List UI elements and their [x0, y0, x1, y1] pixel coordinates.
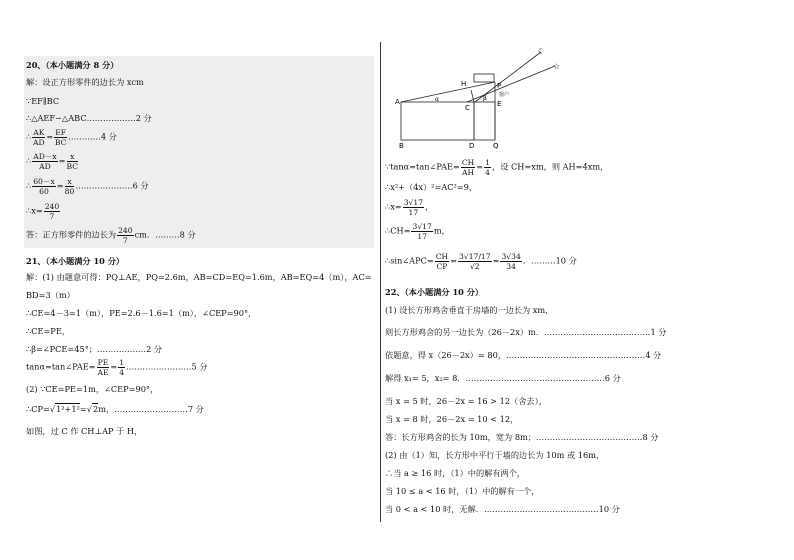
- score-10: ……………………………………10 分: [483, 504, 620, 514]
- label-beta: β: [483, 95, 487, 102]
- comma: ，: [425, 201, 434, 212]
- other-side: 则长方形鸡舍的另一边长为（26－2x）m．: [385, 327, 545, 337]
- label-q: Q: [493, 142, 499, 150]
- x-equals: ∴x=: [385, 201, 402, 212]
- q21-cont-line5: [385, 252, 577, 271]
- column-divider: [380, 42, 381, 522]
- fraction-x-bc: [67, 152, 79, 171]
- denominator: 4: [485, 168, 491, 177]
- equals: =: [110, 361, 118, 372]
- building-right: [474, 102, 495, 140]
- assumption: ，设 CH=xm，则 AH=4xm，: [492, 161, 609, 172]
- score-7: m，………………………7 分: [98, 404, 204, 414]
- q20-line3: [26, 113, 152, 124]
- moon-icon: ☾: [538, 47, 546, 56]
- numerator: 3√17: [403, 198, 424, 207]
- answer-text: 答：长方形鸡舍的长为 10m，宽为 8m；: [385, 432, 536, 442]
- answer-text: 答：正方形零件的边长为: [26, 229, 117, 240]
- label-window: 窗户: [499, 92, 510, 98]
- numerator: AD－x: [33, 152, 57, 161]
- score-4: …………4 分: [68, 131, 117, 142]
- score-2: ………………2 分: [86, 113, 152, 123]
- q22-line8: (2) 由（1）知，长方形中平行于墙的边长为 10m 或 16m，: [385, 450, 605, 460]
- equals: =: [56, 180, 64, 191]
- q20-line7: [26, 202, 61, 221]
- numerator: 240: [118, 226, 133, 235]
- numerator: AK: [33, 128, 45, 137]
- fraction-x: [403, 198, 424, 217]
- equals: =: [476, 161, 484, 172]
- q21-line6: [26, 358, 208, 377]
- star-icon: ☆: [553, 62, 561, 71]
- fraction-compound: [458, 252, 492, 271]
- q20-line2: ∵EF∥BC: [26, 96, 60, 106]
- right-column: [385, 0, 785, 560]
- q22-line2: [385, 327, 666, 338]
- denominator: 7: [122, 236, 128, 245]
- q22-line1: (1) 设长方形鸡舍垂直于房墙的一边长为 xm，: [385, 305, 554, 315]
- label-alpha: α: [435, 96, 439, 103]
- numerator: CH: [461, 158, 475, 167]
- label-h: H: [461, 80, 467, 88]
- no-solution: 当 0 < a < 10 时，无解．: [385, 504, 484, 514]
- score-8: …………………………………8 分: [536, 432, 659, 442]
- sin-apc: ∴sin∠APC=: [385, 255, 434, 266]
- label-d: D: [469, 142, 475, 150]
- score-4: ……………………………………………4 分: [506, 350, 662, 360]
- q21-line7: (2) ∵CE=PE=1m，∠CEP=90°，: [26, 384, 159, 394]
- fraction-1-4: [118, 358, 125, 377]
- numerator: 1: [119, 358, 125, 367]
- score-10: ．………10 分: [522, 255, 577, 266]
- score-2: ………………2 分: [96, 344, 163, 354]
- score-5: ……………………5 分: [126, 361, 208, 372]
- q20-title: 20、（本小题满分 8 分）: [26, 60, 119, 70]
- score-1: …………………………………1 分: [544, 327, 667, 337]
- label-b: B: [399, 142, 404, 150]
- sqrt-two: 2: [93, 404, 99, 414]
- ch-equals: ∴CH=: [385, 225, 411, 236]
- therefore: ∴: [26, 155, 32, 166]
- q22-title: 22、（本小题满分 10 分）: [385, 287, 484, 297]
- label-e: E: [497, 100, 502, 108]
- fraction-ch: [411, 222, 432, 241]
- q20-answer: [26, 226, 196, 245]
- q20-line4: [26, 128, 117, 147]
- denominator: 4: [119, 368, 125, 377]
- fraction-1-4: [484, 158, 491, 177]
- cp-equals: ∴CP=: [26, 404, 50, 414]
- x-equals: ∴x=: [26, 205, 43, 216]
- q21-cont-line1: [385, 158, 608, 177]
- q22-line10: 当 10 ≤ a < 16 时，（1）中的解有一个，: [385, 486, 540, 496]
- denominator: BC: [66, 162, 79, 171]
- denominator: 7: [49, 212, 55, 221]
- fraction-60x-60: [32, 177, 56, 196]
- denominator: 80: [64, 187, 75, 196]
- line-ap: [401, 82, 495, 102]
- building-left: [401, 102, 474, 140]
- therefore: ∴: [26, 180, 32, 191]
- q21-line5: [26, 344, 162, 355]
- q21-line4: ∴CE=PE，: [26, 326, 70, 336]
- denominator: AD: [39, 162, 51, 171]
- numerator: EF: [55, 128, 67, 137]
- geometry-figure: [395, 44, 595, 154]
- numerator: CH: [435, 252, 449, 261]
- q22-line7: [385, 432, 658, 443]
- q21-line8: ∴CP=√1²+1²=√2m，………………………7 分: [26, 404, 204, 414]
- left-column: [26, 0, 378, 560]
- denominator: BC: [54, 138, 67, 147]
- fraction-result: [500, 252, 521, 271]
- denominator: 17: [408, 208, 419, 217]
- numerator: 240: [44, 202, 60, 211]
- q21-cont-line3: [385, 198, 433, 217]
- fraction-ef-bc: [54, 128, 67, 147]
- equals: =: [450, 255, 458, 266]
- numerator: 3√34: [501, 252, 521, 261]
- denominator: CP: [436, 262, 448, 271]
- q21-line3: ∴CE=4－3=1（m），PE=2.6－1.6=1（m），∠CEP=90°，: [26, 308, 257, 318]
- denominator: 60: [39, 187, 49, 196]
- fraction-240-7: [44, 202, 61, 221]
- tan-alpha: ∵tanα=tan∠PAE=: [385, 161, 460, 172]
- denominator: AE: [97, 368, 109, 377]
- numerator: 3√17: [412, 222, 432, 231]
- beta-angle: ∴β=∠PCE=45°；: [26, 344, 97, 354]
- q22-line5: 当 x = 5 时，26－2x = 16 > 12（舍去），: [385, 396, 547, 406]
- therefore: ∴: [26, 131, 32, 142]
- q20-line6: [26, 177, 149, 196]
- denominator: AH: [462, 168, 475, 177]
- equals: =: [46, 131, 54, 142]
- equals: =: [79, 404, 87, 414]
- equation: 依题意，得 x（26－2x）= 80，: [385, 350, 507, 360]
- numerator: 1: [485, 158, 491, 167]
- numerator: 60－x: [33, 177, 55, 186]
- label-a: A: [395, 98, 400, 106]
- similar-triangles: ∴△AEF∽△ABC: [26, 113, 87, 123]
- unit: m，: [433, 225, 450, 236]
- q21-title: 21、（本小题满分 10 分）: [26, 256, 125, 266]
- equals: =: [58, 155, 66, 166]
- q22-line6: 当 x = 8 时，26－2x = 10 < 12，: [385, 414, 519, 424]
- q21-line9: 如图，过 C 作 CH⊥AP 于 H，: [26, 426, 143, 436]
- sun-ray: [467, 66, 555, 102]
- denominator: 17: [417, 232, 427, 241]
- numerator: 3√17/17: [459, 252, 491, 261]
- score-6: ……………………………………………6 分: [465, 373, 621, 383]
- fraction-adx-ad: [32, 152, 57, 171]
- label-c: C: [465, 104, 470, 112]
- q22-line4: [385, 373, 621, 384]
- fraction-x-80: [65, 177, 75, 196]
- q21-cont-line4: [385, 222, 450, 241]
- sqrt-expression: 1²+1²: [56, 404, 80, 414]
- q21-line2: BD=3（m）: [26, 290, 75, 300]
- fraction-ak-ad: [32, 128, 45, 147]
- tan-alpha: tanα=tan∠PAE=: [26, 361, 96, 372]
- denominator: AD: [33, 138, 45, 147]
- denominator: 34: [506, 262, 516, 271]
- fraction-pe-ae: [97, 358, 110, 377]
- score-8: cm．………8 分: [134, 229, 196, 240]
- fraction-ch-ah: [461, 158, 475, 177]
- numerator: x: [67, 152, 79, 162]
- q22-line11: [385, 504, 620, 515]
- score-6: …………………6 分: [75, 180, 149, 191]
- fraction-ch-cp: [435, 252, 449, 271]
- numerator: x: [65, 177, 75, 187]
- denominator: √2: [469, 262, 480, 271]
- q20-line1: 解：设正方形零件的边长为 xcm: [26, 77, 144, 87]
- equals: =: [492, 255, 500, 266]
- q20-line5: [26, 152, 79, 171]
- numerator: PE: [97, 358, 109, 367]
- q21-line1: 解：(1) 由题意可得：PQ⊥AE，PQ=2.6m，AB=CD=EQ=1.6m，AB=EQ=4（m），AC=: [26, 272, 372, 282]
- label-p: P: [497, 82, 502, 90]
- q22-line3: [385, 350, 661, 361]
- window-frame: [474, 74, 494, 82]
- solutions: 解得 x₁= 5，x₂= 8．: [385, 373, 466, 383]
- fraction-240-7: [117, 226, 134, 245]
- q21-cont-line2: ∴x²+（4x）²=AC²=9，: [385, 182, 478, 192]
- q22-line9: ∴当 a ≥ 16 时，（1）中的解有两个，: [385, 468, 526, 478]
